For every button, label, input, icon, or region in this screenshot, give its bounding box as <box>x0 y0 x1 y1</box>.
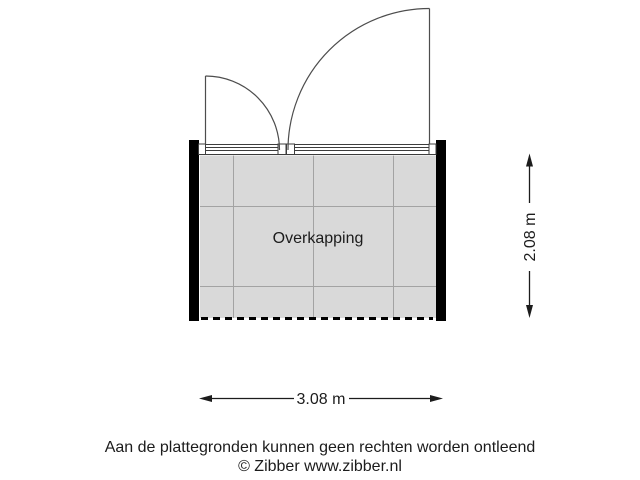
door-post-left <box>199 144 206 155</box>
right-wall <box>436 140 446 321</box>
disclaimer-text: Aan de plattegronden kunnen geen rechten worden ontleend <box>104 439 536 456</box>
door-swing-arc-left <box>206 76 280 150</box>
door-swing-arc-right <box>288 9 430 151</box>
doors <box>206 9 430 151</box>
arrow-right-icon <box>430 395 443 402</box>
arrow-down-icon <box>526 305 533 318</box>
frame-band <box>199 144 436 156</box>
door-post-right <box>429 144 436 155</box>
dimension-vertical <box>522 154 539 319</box>
left-wall <box>189 140 199 321</box>
dimension-horizontal <box>199 391 443 408</box>
width-dimension-label: 3.08 m <box>296 391 346 409</box>
arrow-left-icon <box>199 395 212 402</box>
top-frame <box>199 144 437 156</box>
room-label: Overkapping <box>272 230 364 248</box>
arrow-up-icon <box>526 154 533 167</box>
height-dimension-label: 2.08 m <box>522 212 540 262</box>
copyright-text: © Zibber www.zibber.nl <box>238 458 402 475</box>
